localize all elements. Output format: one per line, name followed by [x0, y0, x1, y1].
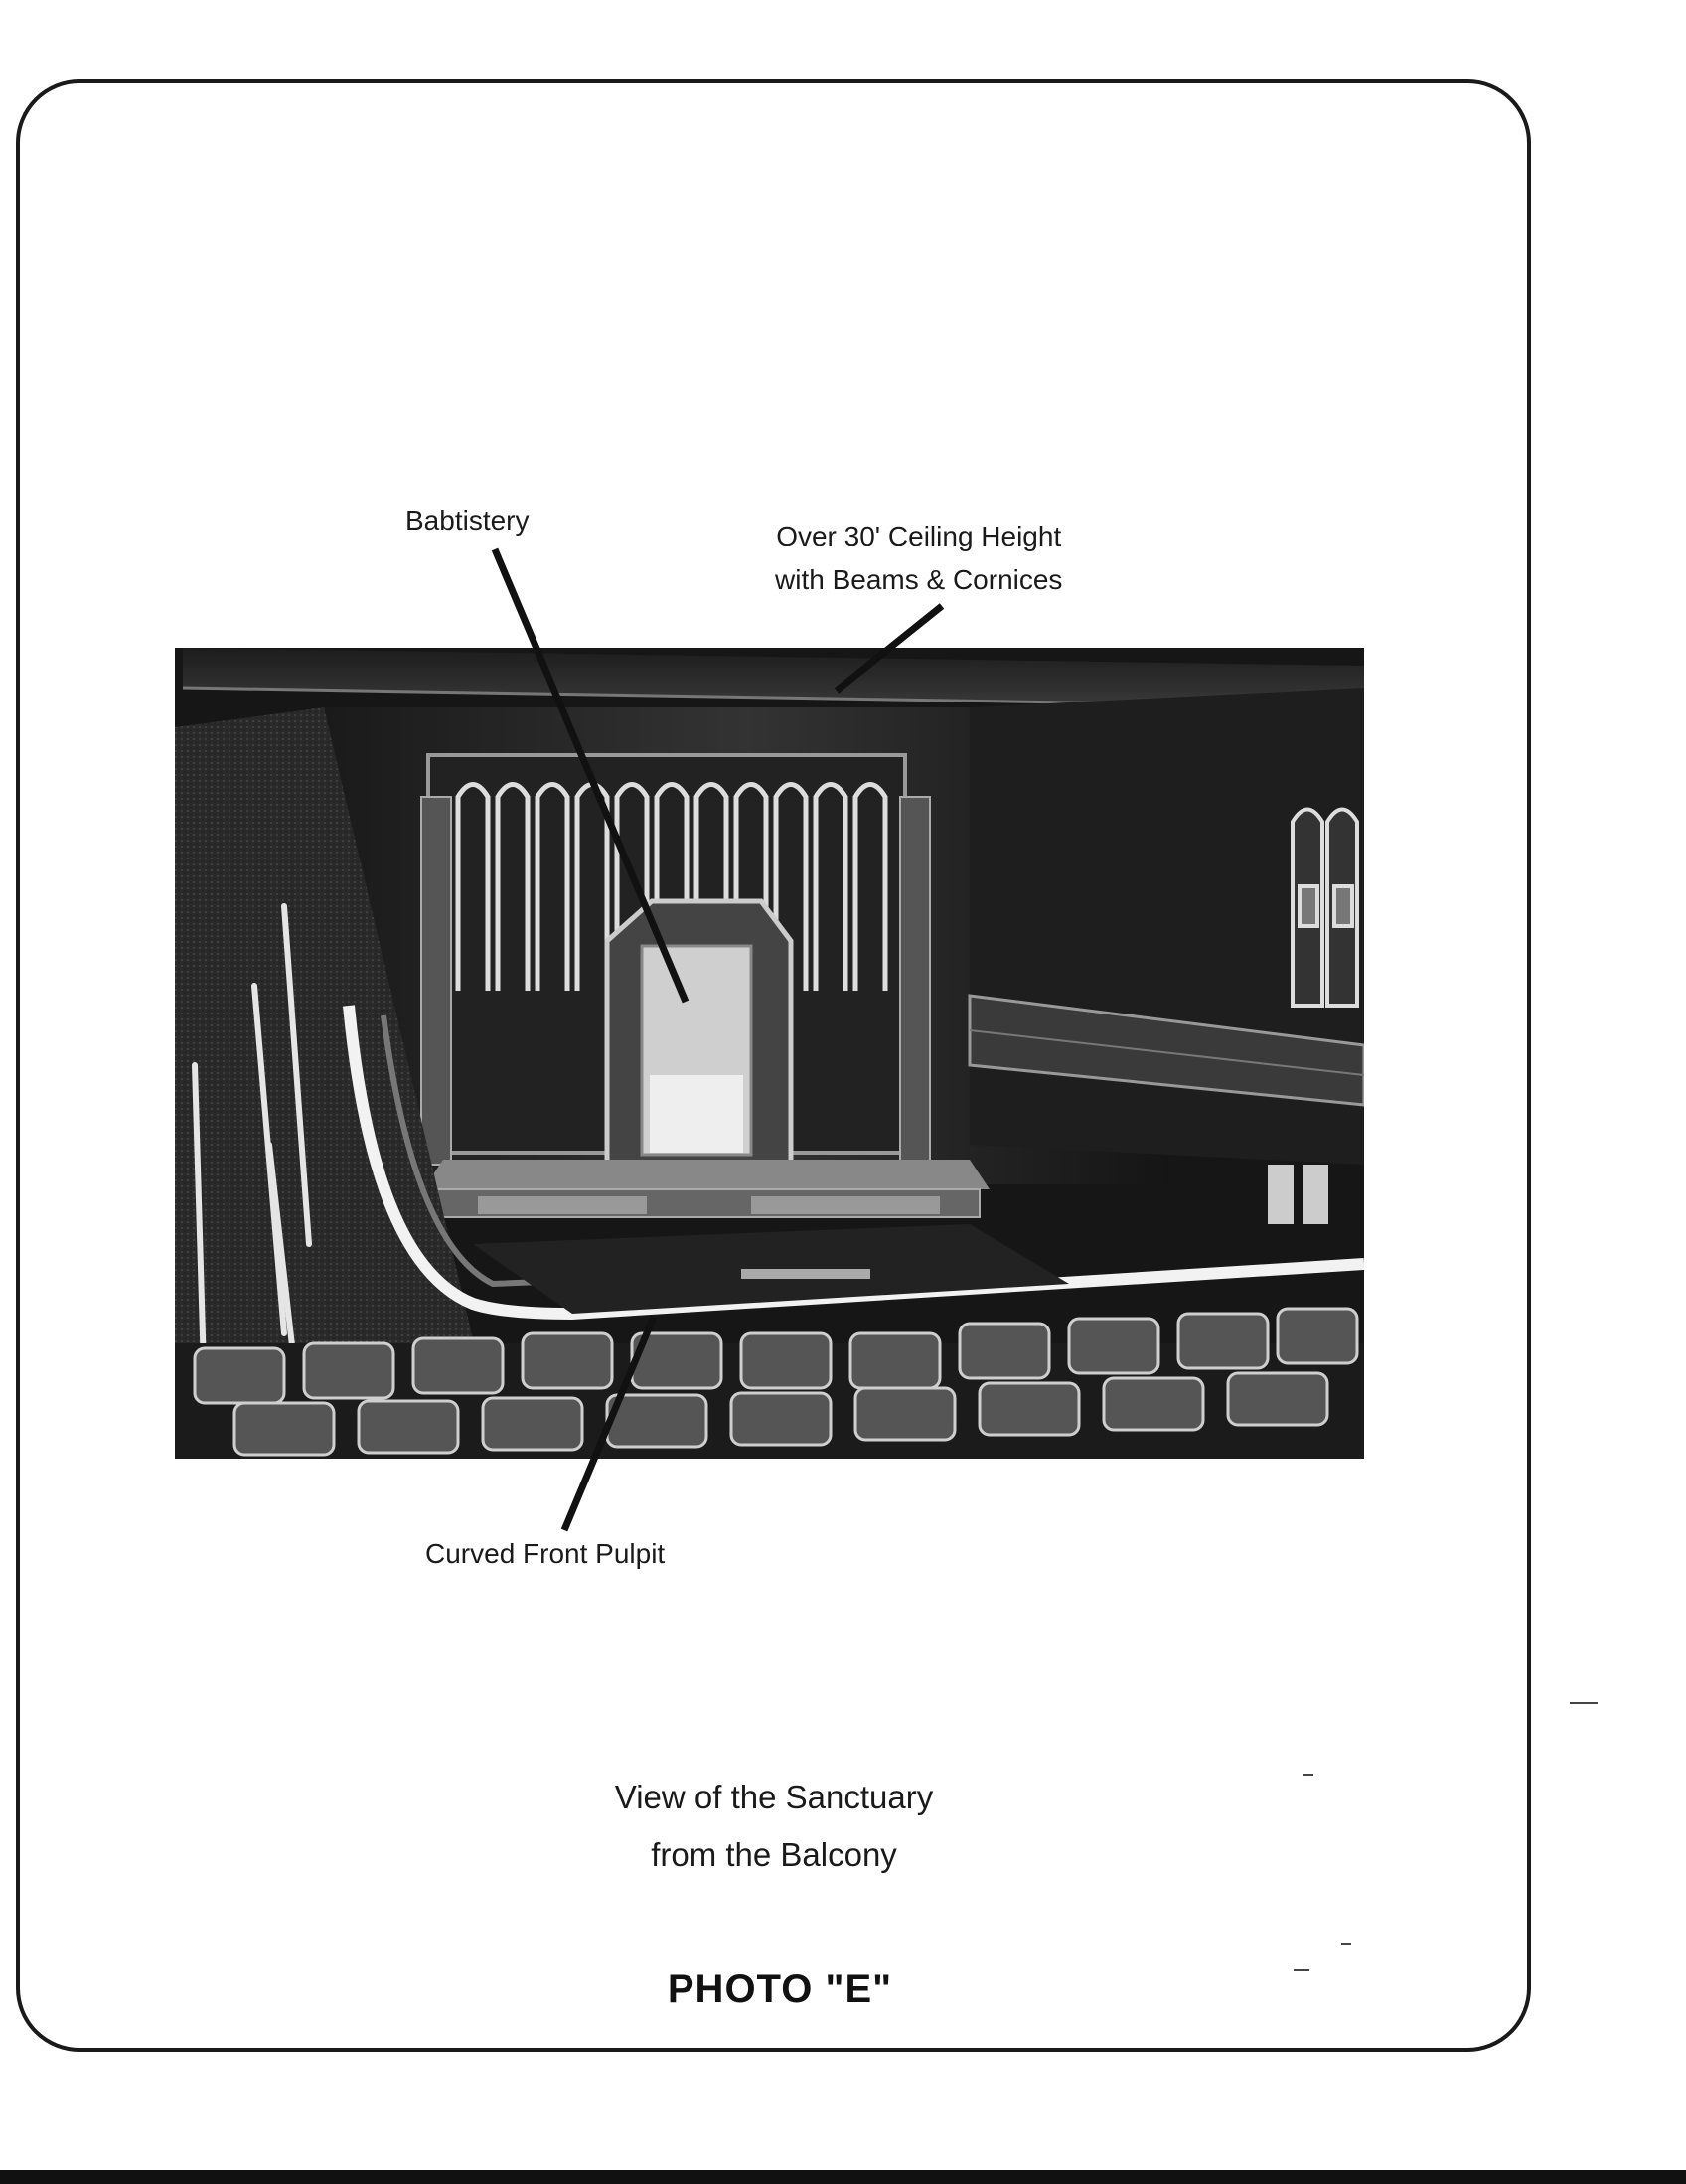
- scan-speck: [1570, 1702, 1598, 1704]
- callout-babtistery: Babtistery: [405, 505, 530, 536]
- photo-caption: [0, 1769, 1548, 1884]
- callout-ceiling-height: [775, 515, 1062, 602]
- scan-edge-bar: [0, 2170, 1686, 2184]
- caption-line2: from the Balcony: [651, 1836, 897, 1873]
- scan-speck: [1294, 1969, 1309, 1971]
- callout-ceiling-line1: Over 30' Ceiling Height: [776, 521, 1062, 551]
- sanctuary-photo: [175, 648, 1364, 1459]
- photo-identifier: PHOTO "E": [667, 1967, 893, 2011]
- callout-ceiling-line2: with Beams & Cornices: [775, 564, 1063, 595]
- callout-curved-front-pulpit: Curved Front Pulpit: [425, 1538, 666, 1569]
- scan-speck: [1303, 1774, 1313, 1776]
- caption-line1: View of the Sanctuary: [614, 1779, 934, 1815]
- scan-speck: [1341, 1943, 1351, 1945]
